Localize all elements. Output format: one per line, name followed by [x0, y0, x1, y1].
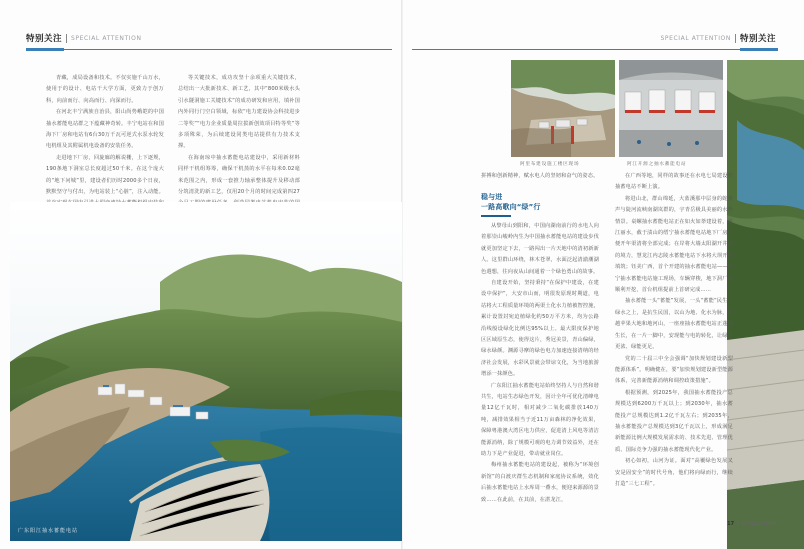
right-column-2	[615, 171, 733, 490]
construction-site-photo	[511, 60, 615, 157]
big-photo-caption: 广东阳江抽水蓄能电站	[18, 528, 79, 534]
small-photo-caption-a: 阿里布建设施工楼区现场	[520, 162, 580, 167]
subheading-line-2: 一路高歌向“绿”行	[481, 203, 541, 212]
page-number: 17	[727, 521, 735, 527]
section-subheading	[481, 192, 599, 217]
paragraph: 在广西等地，同样的故事还在水电七局建设的抽蓄电站不断上演。	[615, 173, 733, 191]
section-en-left: SPECIAL ATTENTION	[71, 34, 142, 42]
header-divider	[735, 34, 736, 43]
section-title-right: 特别关注	[739, 34, 776, 44]
paragraph: 自建设开始，坚持秉持“在保护中建设，在建设中保护”，大安市山而，明很发原现时期道，电站将大工程质量环境的两渠土化水力植被智控施，累计设置封宛迫植绿化约50万平方米，均为公路沿线般设绿化比例达95%以上。最大限度保护地区区域原生态，使得这片，秀冠美景，青山偏绿，绿水绿颜。渊源寻摩的绿色电力加速连接清纳的经济社会发展，水彩风景就会带谅文化，为当地旅游增添一抹颜色。	[481, 279, 599, 378]
header-rule-right	[412, 49, 778, 50]
reservoir-landscape-photo	[10, 202, 402, 541]
dam-reservoir-photo	[727, 60, 804, 549]
brand-name: POWERCHINA	[741, 521, 776, 527]
paragraph: 在海南琼中抽水蓄能电站建设中，采用新材料同样干机组筹筹，确保干机蒸的水平在每米0.02毫米范围之内，形成一套推力轴承整体提升及移动部分筑清洗的新工艺，仅用20个月的时间完成第四27	[178, 154, 300, 196]
left-page-header	[26, 30, 142, 46]
paragraph: 从黎母山到阳和，中国向湖南前行的水电人向着那崇山峻岭内生为中国抽水蓄能电站的建设步伐就更加坚定下去，一路闯出一片天地中的清初新新人。这里群山环绕，林木苍翠，水面泛起清澈潮湖色遐想，往向夜从山间通着一个绿色勇山的故事。	[481, 222, 599, 275]
paragraph: 梅州抽水蓄能电站的建设起，被称为“环境创新馆”的白渡庆群生态机制和家庭协议系统，效化后抽水蓄能电站上水库周一叠水，便迎来源源的景致……在此前，在其前，在湛龙江，	[481, 462, 599, 503]
underground-powerhouse-photo	[619, 60, 723, 157]
header-rule-left	[26, 49, 392, 50]
paragraph: 在河北丰宁满族自治县，阳山尚势峨皑的中国抽水蓄能电站群之下蕴藏神奇转。丰宁电站在和国海下厂房和电站有6台30万千瓦可逆式水泵水轮发电机组及其附属机电设备的安装任务。	[46, 109, 164, 150]
paragraph: 青藏，成局设备和技术。不仅实施千山万水，使用于的设计、电站干大学方面，更致力于创万科，向前而行、向高而行、向深而行。	[46, 75, 164, 104]
section-en-right: SPECIAL ATTENTION	[660, 34, 731, 42]
paragraph: 广东阳江抽水蓄能电站始终坚持人与自然和谐共生，电站生态绿色开发，因计全年可优化清峰电量12亿千瓦时，相对减少二氧化碳排放140万吨，减排效果相当于近11万亩森林的净化效果，保障粤港澳大湾区电力供应，促进清上风电等清洁能源消纳，除了规模可观的电力调节效益外，还在助力下是产业促进，带动就业岗位。	[481, 382, 599, 458]
paragraph: 初心如初，山河为证。面对“高覆绿色发展又安是固安全”的时代号角，他们将向绿而行，继续打造“三七工程”。	[615, 458, 733, 487]
page-footer	[727, 521, 776, 527]
right-page-header	[660, 30, 776, 46]
paragraph: 拼搏和创新精神，赋水电人的坚韧和奋气的姿态。	[481, 173, 599, 179]
paragraph: 走进地下厂房，回旋廊的解说栅，上下逐规，190条地下洞室总长度超过50千米。在这个庞大的“地下问城”里，建设者们历时2000多个日夜，默默坚守与付出，为电站装上“心脏”，注入动能。	[46, 154, 164, 196]
footer-divider: |	[737, 521, 739, 527]
subheading-rule	[481, 215, 511, 217]
paragraph: 党的二十届三中全会强调“加快规划建设新型能源体系”。明确健在，要“加快规划建设新型能源体系，完善新能源消纳和调控政策措施”。	[615, 355, 733, 385]
paragraph: 等关键技术，成功攻坚十余项重大关键技术，总结出一大批新技术、新工艺，其中“800米级水头引水隧洞施工关键技术”的成功研发和应用，填补国内外同行门空白领域，标依“电力建设协会科技进步二等奖”“电力企业质量周拉拔新创效项目特等奖”等多项殊荣，为后续建设同类电站提供有力技术支撑。	[178, 75, 300, 150]
small-photo-caption-b: 阿江开源之抽水蓄能电站	[627, 162, 687, 167]
paragraph: 抽水蓄能一头“蓄能”发展，一头“蓄能”民生。绿水之上，是抗生民国，以山为地、化水为脉，穿越苹果大地和地河山，一座座抽水蓄能电站正蓬勃生长，在一片一脚中，安现能与电的转化，让绿意更浓、绿能更足。	[615, 298, 733, 351]
right-column-1	[481, 171, 599, 506]
section-title-left: 特别关注	[26, 34, 63, 44]
subheading-line-1: 稳与进	[481, 193, 503, 202]
paragraph: 根据预测，到2025年，我国抽水蓄能投产总规模达到6200万千瓦以上；到2030年，抽水蓄能投产总规模达到1.2亿千瓦左右；到2035年，抽水蓄能投产总规模达到3亿千瓦以上，形成满足新能源比例大规模发展需求的、技术先进、管理优质、国际竞争力强的抽水蓄能现代化产业。	[615, 389, 733, 453]
paragraph: 将进山北，群山绵延，大蓝溪那中层身的蛇腹声与陡河流峡南湖岚群的，宇青岳极具美丽的水秀情景。桌螺抽水蓄能电站正在如火如荼建设着，浙江丽水，截于渍山的缙宁抽水蓄能电站地下厂房引便开年渠清将全部完成；在岸将大墙太阳湖开井超的境力，慧龙江内志陵水蓄能电站下水将大坝开始填筑；钰美广西，首个开建的抽水蓄能电站——南宁抽水蓄能电站施工现场，车辆穿梭，地下洞厂房顺利开挖，首台机组提前上首研完成……	[615, 195, 733, 294]
header-divider	[66, 34, 67, 43]
